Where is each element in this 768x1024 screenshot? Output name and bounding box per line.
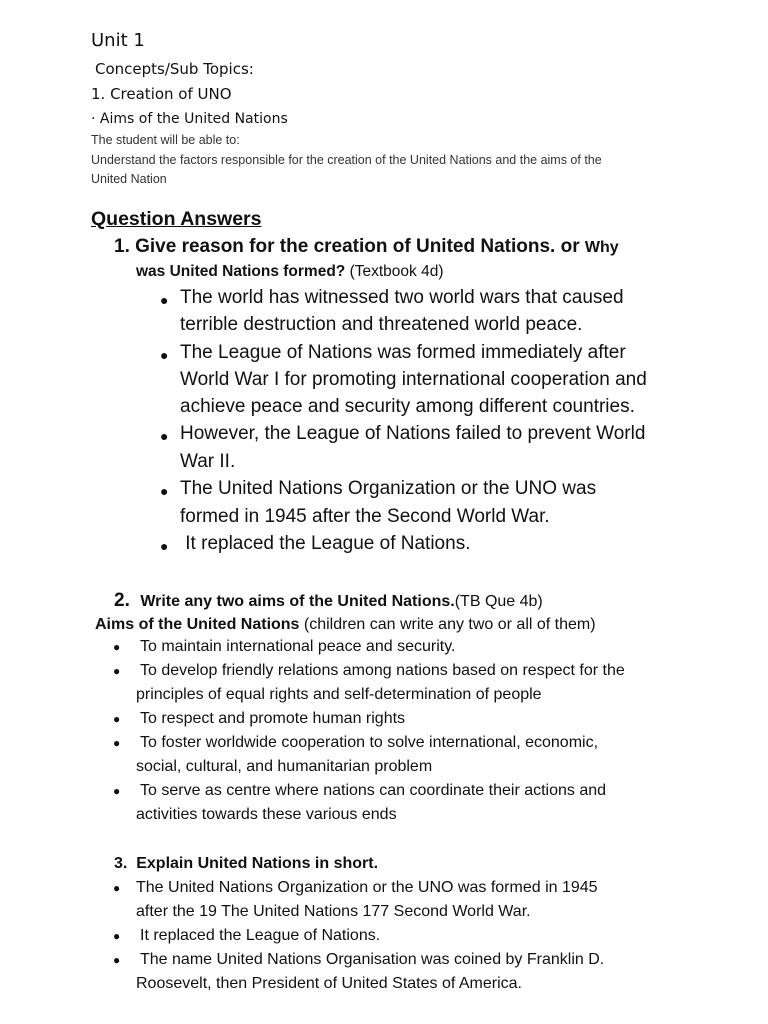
bullet-dot-icon: ● xyxy=(113,712,121,726)
q3-bullet-1-line-1: The United Nations Organization or the UNO was formed in 1945 xyxy=(136,879,598,896)
bullet-dot-icon: ● xyxy=(160,428,169,444)
bullet-dot-icon: ● xyxy=(160,538,169,554)
bullet-dot-icon: ● xyxy=(113,784,121,798)
q1-bullet-4-line-1: The United Nations Organization or the UNO was xyxy=(180,478,597,499)
question-1-reference: (Textbook 4d) xyxy=(345,263,444,280)
bullet-dot-icon: ● xyxy=(113,929,121,943)
question-1-text: 1. Give reason for the creation of United Nations. or xyxy=(114,236,580,257)
q2-bullet-5-line-1: To serve as centre where nations can coordinate their actions and xyxy=(140,782,607,799)
bullet-dot-icon: ● xyxy=(160,347,169,363)
topic-creation-of-uno: 1. Creation of UNO xyxy=(91,85,232,103)
q1-bullet-3-line-2: War II. xyxy=(180,451,236,472)
q3-bullet-3-line-1: The name United Nations Organisation was coined by Franklin D. xyxy=(140,951,605,968)
q1-bullet-1-line-1: The world has witnessed two world wars that caused xyxy=(180,287,624,308)
question-2-text: Write any two aims of the United Nations. xyxy=(140,593,455,610)
q2-bullet-4-line-1: To foster worldwide cooperation to solve international, economic, xyxy=(140,734,599,751)
question-3-title: 3. Explain United Nations in short. xyxy=(114,855,379,872)
q1-bullet-2-line-1: The League of Nations was formed immediately after xyxy=(180,342,626,363)
bullet-dot-icon: ● xyxy=(113,664,121,678)
objective-line-2: United Nation xyxy=(91,172,167,186)
bullet-dot-icon: ● xyxy=(160,292,169,308)
q1-bullet-1-line-2: terrible destruction and threatened world peace. xyxy=(180,314,583,335)
aims-heading xyxy=(95,616,596,634)
q2-bullet-4-line-2: social, cultural, and humanitarian problem xyxy=(136,758,433,775)
q2-bullet-2-line-1: To develop friendly relations among nations based on respect for the xyxy=(140,662,625,679)
bullet-dot-icon: ● xyxy=(160,483,169,499)
q2-bullet-2-line-2: principles of equal rights and self-determination of people xyxy=(136,686,542,703)
q1-bullet-3-line-1: However, the League of Nations failed to prevent World xyxy=(180,423,646,444)
q2-bullet-5-line-2: activities towards these various ends xyxy=(136,806,397,823)
topic-aims: · Aims of the United Nations xyxy=(91,111,288,127)
aims-heading-bold: Aims of the United Nations xyxy=(95,616,300,633)
bullet-dot-icon: ● xyxy=(113,953,121,967)
question-2-reference: (TB Que 4b) xyxy=(454,593,543,610)
question-2 xyxy=(114,590,543,612)
question-2-number: 2. xyxy=(114,590,130,611)
bullet-dot-icon: ● xyxy=(113,640,121,654)
q1-bullet-5-line-1: It replaced the League of Nations. xyxy=(180,533,471,554)
question-1-line-1 xyxy=(114,236,619,258)
q1-bullet-2-line-3: achieve peace and security among different countries. xyxy=(180,396,635,417)
aims-heading-note: (children can write any two or all of them) xyxy=(299,616,596,633)
q3-bullet-1-line-2: after the 19 The United Nations 177 Second World War. xyxy=(136,903,531,920)
concepts-label: Concepts/Sub Topics: xyxy=(95,60,254,78)
question-1-line-2 xyxy=(136,263,444,281)
student-able-text: The student will be able to: xyxy=(91,133,240,147)
q3-bullet-3-line-2: Roosevelt, then President of United States of America. xyxy=(136,975,522,992)
q1-bullet-4-line-2: formed in 1945 after the Second World War. xyxy=(180,506,550,527)
q1-bullet-2-line-2: World War I for promoting international cooperation and xyxy=(180,369,647,390)
question-1-why: Why xyxy=(584,239,619,256)
bullet-dot-icon: ● xyxy=(113,736,121,750)
question-answers-heading: Question Answers xyxy=(91,208,262,230)
bullet-dot-icon: ● xyxy=(113,881,121,895)
q2-bullet-1-line-1: To maintain international peace and security. xyxy=(140,638,456,655)
objective-line-1: Understand the factors responsible for the creation of the United Nations and the aims of the xyxy=(91,153,602,167)
question-1-line-2-bold: was United Nations formed? xyxy=(136,263,346,280)
unit-title: Unit 1 xyxy=(91,30,145,51)
q2-bullet-3-line-1: To respect and promote human rights xyxy=(140,710,406,727)
q3-bullet-2-line-1: It replaced the League of Nations. xyxy=(140,927,381,944)
